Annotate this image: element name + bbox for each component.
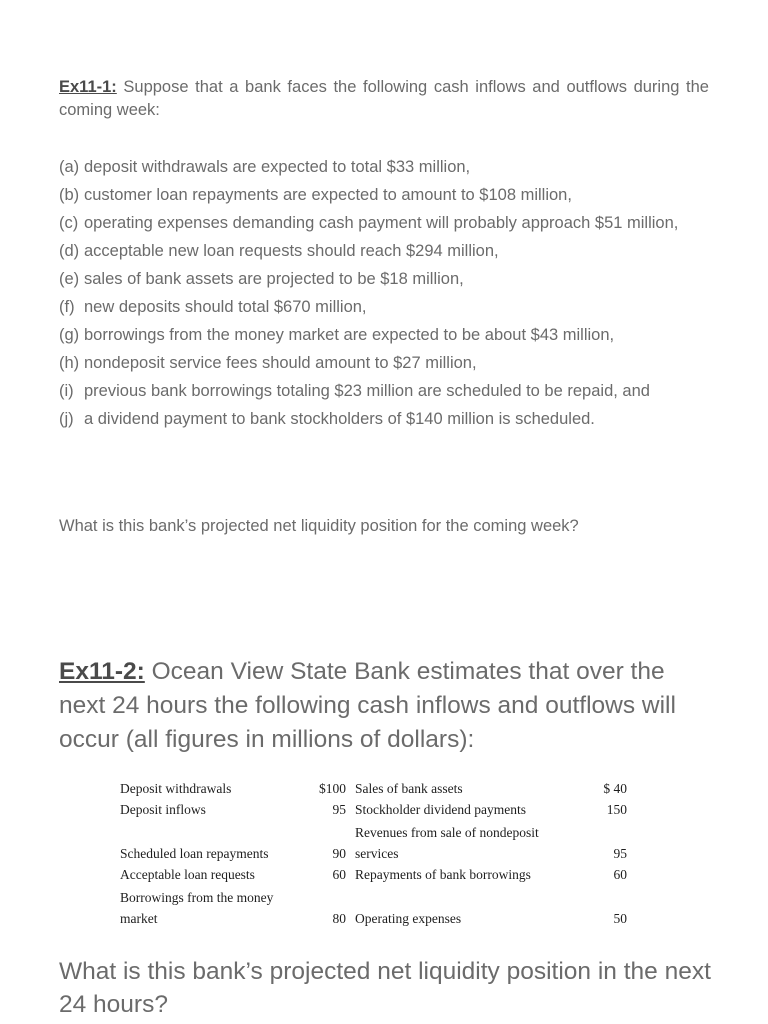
- exercise-11-2-intro: [59, 655, 709, 757]
- right-label-cell: Revenues from sale of nondeposit: [355, 825, 539, 840]
- left-label-cell: Deposit withdrawals: [120, 781, 232, 796]
- list-item: [59, 184, 709, 207]
- list-item-marker: (c): [59, 214, 79, 232]
- list-item-text: deposit withdrawals are expected to total $33 million,: [84, 158, 471, 176]
- list-item: [59, 240, 709, 263]
- list-item-text: a dividend payment to bank stockholders of $140 million is scheduled.: [84, 410, 595, 428]
- left-label-cell: Deposit inflows: [120, 802, 206, 817]
- left-label-cell: Scheduled loan repayments: [120, 846, 269, 861]
- left-value-cell: 80: [332, 911, 346, 926]
- table-row: [120, 799, 640, 820]
- list-item-marker: (f): [59, 298, 75, 316]
- exercise-11-2-label: Ex11-2:: [59, 658, 145, 685]
- list-item-marker: (e): [59, 270, 80, 288]
- list-item: [59, 212, 709, 235]
- list-item-marker: (i): [59, 382, 74, 400]
- right-label-cell: Stockholder dividend payments: [355, 802, 526, 817]
- table-row: [120, 908, 640, 929]
- right-value-cell: 150: [606, 802, 627, 817]
- list-item-text: nondeposit service fees should amount to $27 million,: [84, 354, 477, 372]
- left-value-cell: $100: [319, 781, 346, 796]
- list-item-text: sales of bank assets are projected to be $18 million,: [84, 270, 464, 288]
- left-value-cell: 90: [332, 846, 346, 861]
- left-label-cell: Acceptable loan requests: [120, 867, 255, 882]
- exercise-11-1-label: Ex11-1:: [59, 78, 117, 96]
- exercise-11-2-question: What is this bank’s projected net liquidity position in the next 24 hours?: [59, 958, 711, 1018]
- table-row: [120, 822, 640, 843]
- left-value-cell: 60: [332, 867, 346, 882]
- exercise-11-1-intro: [59, 76, 709, 122]
- list-item-marker: (j): [59, 410, 74, 428]
- list-item-text: operating expenses demanding cash payment will probably approach $51 million,: [84, 214, 679, 232]
- list-item: [59, 268, 709, 291]
- list-item: [59, 324, 709, 347]
- exercise-11-1-intro-text: Suppose that a bank faces the following cash inflows and outflows during the coming week:: [59, 78, 709, 119]
- left-value-cell: 95: [332, 802, 346, 817]
- list-item: [59, 296, 709, 319]
- right-label-cell: services: [355, 846, 399, 861]
- list-item-text: new deposits should total $670 million,: [84, 298, 367, 316]
- right-value-cell: $ 40: [603, 781, 627, 796]
- right-value-cell: 60: [613, 867, 627, 882]
- list-item-marker: (g): [59, 326, 80, 344]
- right-value-cell: 95: [613, 846, 627, 861]
- list-item-text: acceptable new loan requests should reach $294 million,: [84, 242, 499, 260]
- left-label-cell: Borrowings from the money: [120, 890, 274, 905]
- list-item-text: customer loan repayments are expected to amount to $108 million,: [84, 186, 572, 204]
- right-label-cell: Operating expenses: [355, 911, 462, 926]
- table-row: [120, 778, 640, 799]
- right-value-cell: 50: [613, 911, 627, 926]
- table-row: [120, 864, 640, 885]
- list-item-marker: (a): [59, 158, 80, 176]
- list-item-marker: (d): [59, 242, 80, 260]
- left-label-cell: market: [120, 911, 158, 926]
- exercise-11-2-intro-text: Ocean View State Bank estimates that over the next 24 hours the following cash inflows and outflows will occur (all figures in millions of dollars):: [59, 658, 676, 753]
- list-item: [59, 156, 709, 179]
- list-item: [59, 352, 709, 375]
- right-label-cell: Repayments of bank borrowings: [355, 867, 531, 882]
- right-label-cell: Sales of bank assets: [355, 781, 463, 796]
- exercise-11-1-question: What is this bank’s projected net liquidity position for the coming week?: [59, 517, 579, 535]
- list-item-text: borrowings from the money market are expected to be about $43 million,: [84, 326, 615, 344]
- list-item-marker: (b): [59, 186, 80, 204]
- table-row: [120, 843, 640, 864]
- exercise-11-1-list: [59, 156, 709, 436]
- table-row: [120, 887, 640, 908]
- cash-flow-table: [120, 778, 640, 929]
- list-item-marker: (h): [59, 354, 80, 372]
- list-item-text: previous bank borrowings totaling $23 million are scheduled to be repaid, and: [84, 382, 650, 400]
- list-item: [59, 408, 709, 431]
- list-item: [59, 380, 709, 403]
